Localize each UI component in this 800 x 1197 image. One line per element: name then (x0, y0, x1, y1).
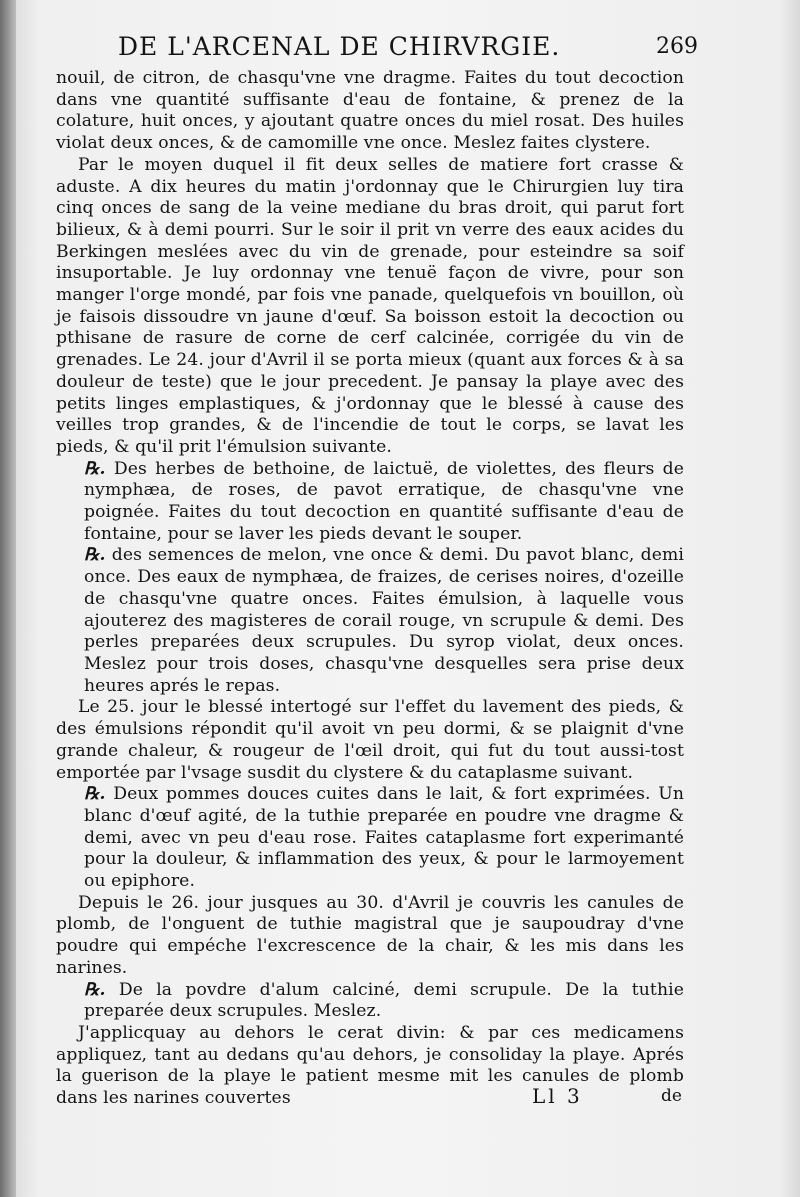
prescription-paragraph (56, 784, 684, 893)
prescription-paragraph (56, 545, 684, 697)
running-header (118, 32, 698, 61)
prescription-paragraph (56, 980, 684, 1023)
recipe-symbol: ℞. (84, 458, 106, 479)
prescription-text: De la povdre d'alum calciné, demi scrupule. De la tuthie preparée deux scrupules. Meslez. (84, 979, 684, 1022)
catchword: de (661, 1086, 682, 1106)
page-number: 269 (656, 34, 698, 59)
prescription-text: Deux pommes douces cuites dans le lait, & fort exprimées. Un blanc d'œuf agité, de la tuthie preparée en poudre vne dragme & demi, avec vn peu d'eau rose. Faites cataplasme fort experimanté pour la douleur, & inflammation des yeux, & pour le larmoyement ou epiphore. (84, 784, 684, 892)
prescription-text: Des herbes de bethoine, de laictuë, de violettes, des fleurs de nymphæa, de roses, de pavot erratique, de chasqu'vne vne poignée. Faites du tout decoction en quantité suffisante d'eau de fontaine, pour se laver les pieds devant le souper. (84, 458, 684, 544)
recipe-symbol: ℞. (84, 784, 106, 805)
recipe-symbol: ℞. (84, 545, 106, 566)
paragraph: Le 25. jour le blessé intertogé sur l'effet du lavement des pieds, & des émulsions répondit qu'il avoit vn peu dormi, & se plaignit d'vne grande chaleur, & rougeur de l'œil droit, qui fut du tout aussi-tost emportée par l'vsage susdit du clystere & du cataplasme suivant. (56, 697, 684, 783)
paragraph: Depuis le 26. jour jusques au 30. d'Avril je couvris les canules de plomb, de l'onguent de tuthie magistral que je saupoudray d'vne poudre qui empéche l'excrescence de la chair, & les mis dans les narines. (56, 892, 684, 978)
page-gutter (0, 0, 16, 1197)
signature-mark: Ll 3 (532, 1084, 583, 1108)
recipe-symbol: ℞. (84, 979, 106, 1000)
paragraph: J'applicquay au dehors le cerat divin: & par ces medicamens appliquez, tant au dedans qu'au dehors, je consoliday la playe. Aprés la guerison de la playe le patient mesme mit les canules de plomb dans les narines couvertes (56, 1022, 684, 1109)
paragraph: Par le moyen duquel il fit deux selles de matiere fort crasse & aduste. A dix heures du matin j'ordonnay que le Chirurgien luy tira cinq onces de sang de la veine mediane du bras droit, qui parut fort bilieux, & à demi pourri. Sur le soir il prit vn verre des eaux acides du Berkingen meslées avec du vin de grenade, pour esteindre sa soif insuportable. Je luy ordonnay vne tenuë façon de vivre, pour son manger l'orge mondé, par fois vne panade, quelquefois vn bouillon, où je faisois dissoudre vn jaune d'œuf. Sa boisson estoit la decoction ou pthisane de rasure de corne de cerf calcinée, corrigée du vin de grenades. Le 24. jour d'Avril il se porta mieux (quant aux forces & à sa douleur de teste) que le jour precedent. Je pansay la playe avec des petits linges emplastiques, & j'ordonnay que le blessé à cause des veilles trop grandes, & de l'incendie de tout le corps, se lavat les pieds, & qu'il prit l'émulsion suivante. (56, 154, 684, 457)
running-title: DE L'ARCENAL DE CHIRVRGIE. (118, 32, 561, 61)
prescription-text: des semences de melon, vne once & demi. Du pavot blanc, demi once. Des eaux de nymphæa, de fraizes, de cerises noires, d'ozeille de chasqu'vne quatre onces. Faites émulsion, à laquelle vous ajouterez des magisteres de corail rouge, vn scrupule & demi. Des perles preparées deux scrupules. Du syrop violat, deux onces. Meslez pour trois doses, chasqu'vne desquelles sera prise deux heures aprés le repas. (84, 545, 684, 696)
paragraph: nouil, de citron, de chasqu'vne vne dragme. Faites du tout decoction dans vne quantité suffisante d'eau de fontaine, & prenez de la colature, huit onces, y ajoutant quatre onces du miel rosat. Des huiles violat deux onces, & de camomille vne once. Meslez faites clystere. (56, 68, 684, 154)
prescription-paragraph (56, 459, 684, 546)
page-footer (532, 1084, 682, 1112)
body-text (56, 68, 684, 1110)
